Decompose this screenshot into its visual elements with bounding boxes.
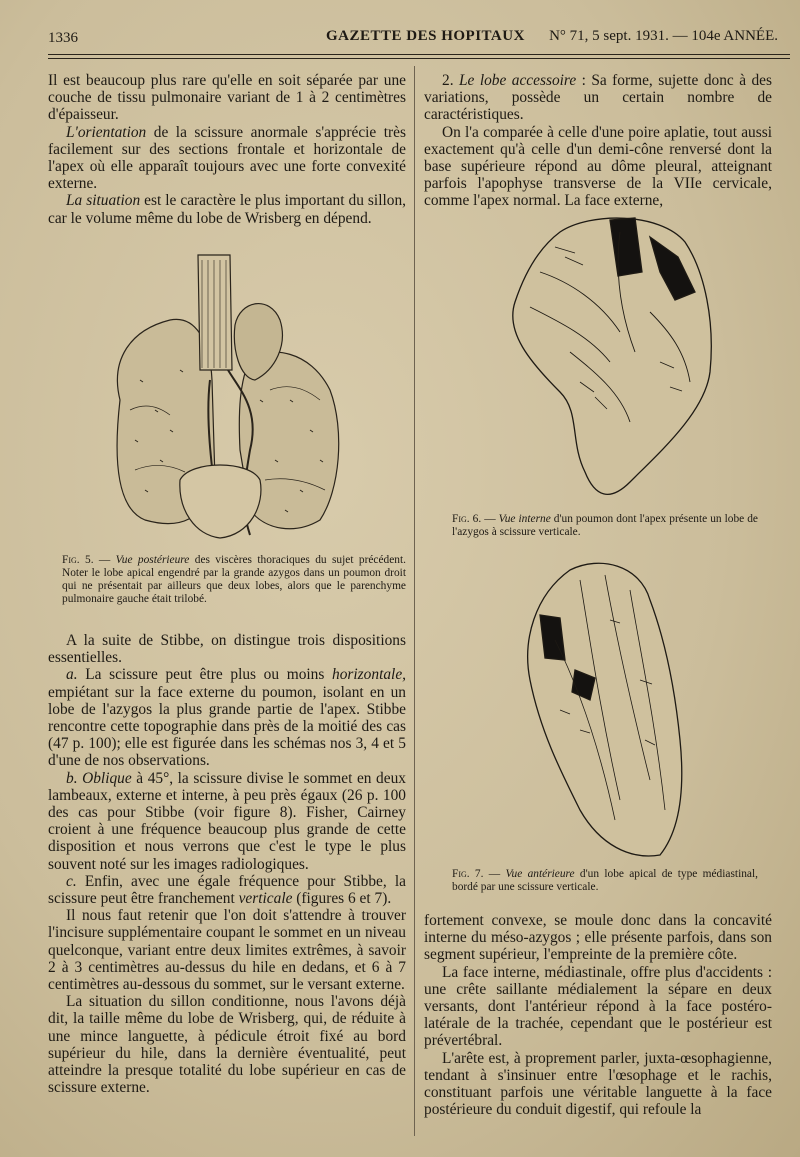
- caption-text: d'un lobe apical de type médiastinal, bordé par une scissure verticale.: [452, 868, 758, 893]
- header-rule-bottom: [48, 58, 790, 59]
- figure-5-caption: [62, 554, 406, 606]
- paragraph: [48, 192, 406, 226]
- paragraph: On l'a comparée à celle d'une poire aplatie, tout aussi exactement qu'à celle d'un demi-cône renversé dont la base supérieure répond au dôme pleural, atteignant parfois l'apophyse transverse de la VIIe cervicale, comme l'apex normal. La face externe,: [424, 123, 772, 210]
- page-header: [48, 26, 778, 50]
- paragraph: fortement convexe, se moule donc dans la concavité interne du méso-azygos ; elle présente parfois, dans son segment supérieur, l'empreinte de la première côte.: [424, 912, 772, 964]
- item-label: b.: [66, 769, 78, 787]
- left-column-bottom: [48, 632, 406, 1096]
- paragraph: [48, 124, 406, 193]
- issue-info: N° 71, 5 sept. 1931. — 104e ANNÉE.: [549, 28, 778, 44]
- paragraph-text: Enfin, avec une égale fréquence pour Stibbe, la scissure peut être franchement: [48, 872, 406, 908]
- paragraph-text: de la scissure anormale s'apprécie très facilement sur des sections frontale et horizontale de l'apex où elle apparaît toujours avec une forte convexité externe.: [48, 123, 406, 193]
- figure-7-caption: [452, 868, 758, 894]
- caption-title: Vue antérieure: [505, 868, 575, 880]
- paragraph-text: est le caractère le plus important du sillon, car le volume même du lobe de Wrisberg en dépend.: [48, 192, 406, 227]
- caption-label: Fig. 6. —: [452, 513, 496, 525]
- paragraph: [48, 770, 406, 873]
- caption-label: Fig. 7. —: [452, 868, 501, 880]
- caption-label: Fig. 5. —: [62, 554, 111, 566]
- caption-text: des viscères thoraciques du sujet précédent. Noter le lobe apical engendré par la grande azygos dans un poumon droit qui ne présentait par ailleurs que deux lobes, alors que le parenchyme pulmonaire gauche était trilobé.: [62, 554, 406, 605]
- emphasis: L'orientation: [66, 123, 147, 141]
- caption-title: Vue postérieure: [115, 554, 190, 566]
- column-divider: [414, 66, 415, 1136]
- right-column-bottom: [424, 912, 772, 1118]
- journal-title: GAZETTE DES HOPITAUX: [326, 28, 525, 44]
- paragraph-text: empiétant sur la face externe du poumon, isolant en un lobe de l'azygos la plus grande partie de l'apex. Stibbe rencontre cette topographie dans près de la moitié des cas (47 p. 100); elle est figurée dans les schémas nos 3, 4 et 5 d'une de nos observations.: [48, 683, 406, 770]
- section-number: 2.: [442, 72, 454, 89]
- paragraph: La face interne, médiastinale, offre plus d'accidents : une crête saillante médialement la sépare en deux versants, dont l'antérieur répond à la face postéro-latérale de la trachée, cependant que le postérieur est prévertébral.: [424, 963, 772, 1050]
- caption-text: d'un poumon dont l'apex présente un lobe de l'azygos à scissure verticale.: [452, 513, 758, 538]
- item-label: a.: [66, 666, 78, 684]
- header-rule-top: [48, 54, 790, 55]
- paragraph: [48, 666, 406, 769]
- figure-7-illustration: [520, 560, 700, 860]
- emphasis: La situation: [66, 192, 141, 210]
- paragraph-text: : Sa forme, sujette donc à des variations, possède un certain nombre de caractéristiques.: [424, 72, 772, 124]
- emphasis: horizontale,: [332, 666, 406, 684]
- item-label: c.: [66, 872, 77, 890]
- paragraph: La situation du sillon conditionne, nous l'avons déjà dit, la taille même du lobe de Wrisberg, qui, de réduite à une mince languette, à pédicule étroit fixé au bord supérieur du hile, dans la dernière éventualité, peut atteindre la presque totalité du lobe supérieur en cas de scissure externe.: [48, 993, 406, 1097]
- paragraph: Il nous faut retenir que l'on doit s'attendre à trouver l'incisure supplémentaire coupant le sommet en un niveau quelconque, variant entre deux limites extrêmes, à savoir 2 à 3 centimètres au-dessus du hile en dedans, et 6 à 7 centimètres au-dessous du sommet, sur le versant externe.: [48, 907, 406, 994]
- paragraph: Il est beaucoup plus rare qu'elle en soit séparée par une couche de tissu pulmonaire variant de 1 à 2 centimètres d'épaisseur.: [48, 72, 406, 124]
- paragraph-text: (figures 6 et 7).: [292, 890, 392, 908]
- paragraph: L'arête est, à proprement parler, juxta-œsophagienne, tendant à s'insinuer entre l'œsophage et le rachis, constituant parfois une véritable languette à la face postérieure du conduit digestif, qui refoule la: [424, 1049, 772, 1119]
- paragraph-text: La scissure peut être plus ou moins: [77, 666, 333, 684]
- section-title: Le lobe accessoire: [459, 72, 577, 89]
- caption-title: Vue interne: [498, 513, 551, 525]
- emphasis: Oblique: [82, 769, 132, 787]
- figure-6-illustration: [500, 212, 720, 502]
- paragraph: [424, 72, 772, 124]
- figure-6-caption: [452, 513, 758, 539]
- paragraph-text: à 45°, la scissure divise le sommet en deux lambeaux, externe et interne, à peu près égaux (26 p. 100 des cas pour Stibbe (voir figure 8). Fisher, Cairney croient à une fréquence beaucoup plus grande de cette disposition et nous verrons que c'est le type le plus souvent noté sur les images radiologiques.: [48, 769, 406, 873]
- right-column-top: [424, 72, 772, 210]
- paragraph: A la suite de Stibbe, on distingue trois dispositions essentielles.: [48, 632, 406, 667]
- emphasis: verticale: [238, 890, 293, 908]
- left-column-top: [48, 72, 406, 227]
- figure-5-illustration: [100, 250, 350, 540]
- paragraph: [48, 873, 406, 907]
- page-number: 1336: [48, 30, 78, 46]
